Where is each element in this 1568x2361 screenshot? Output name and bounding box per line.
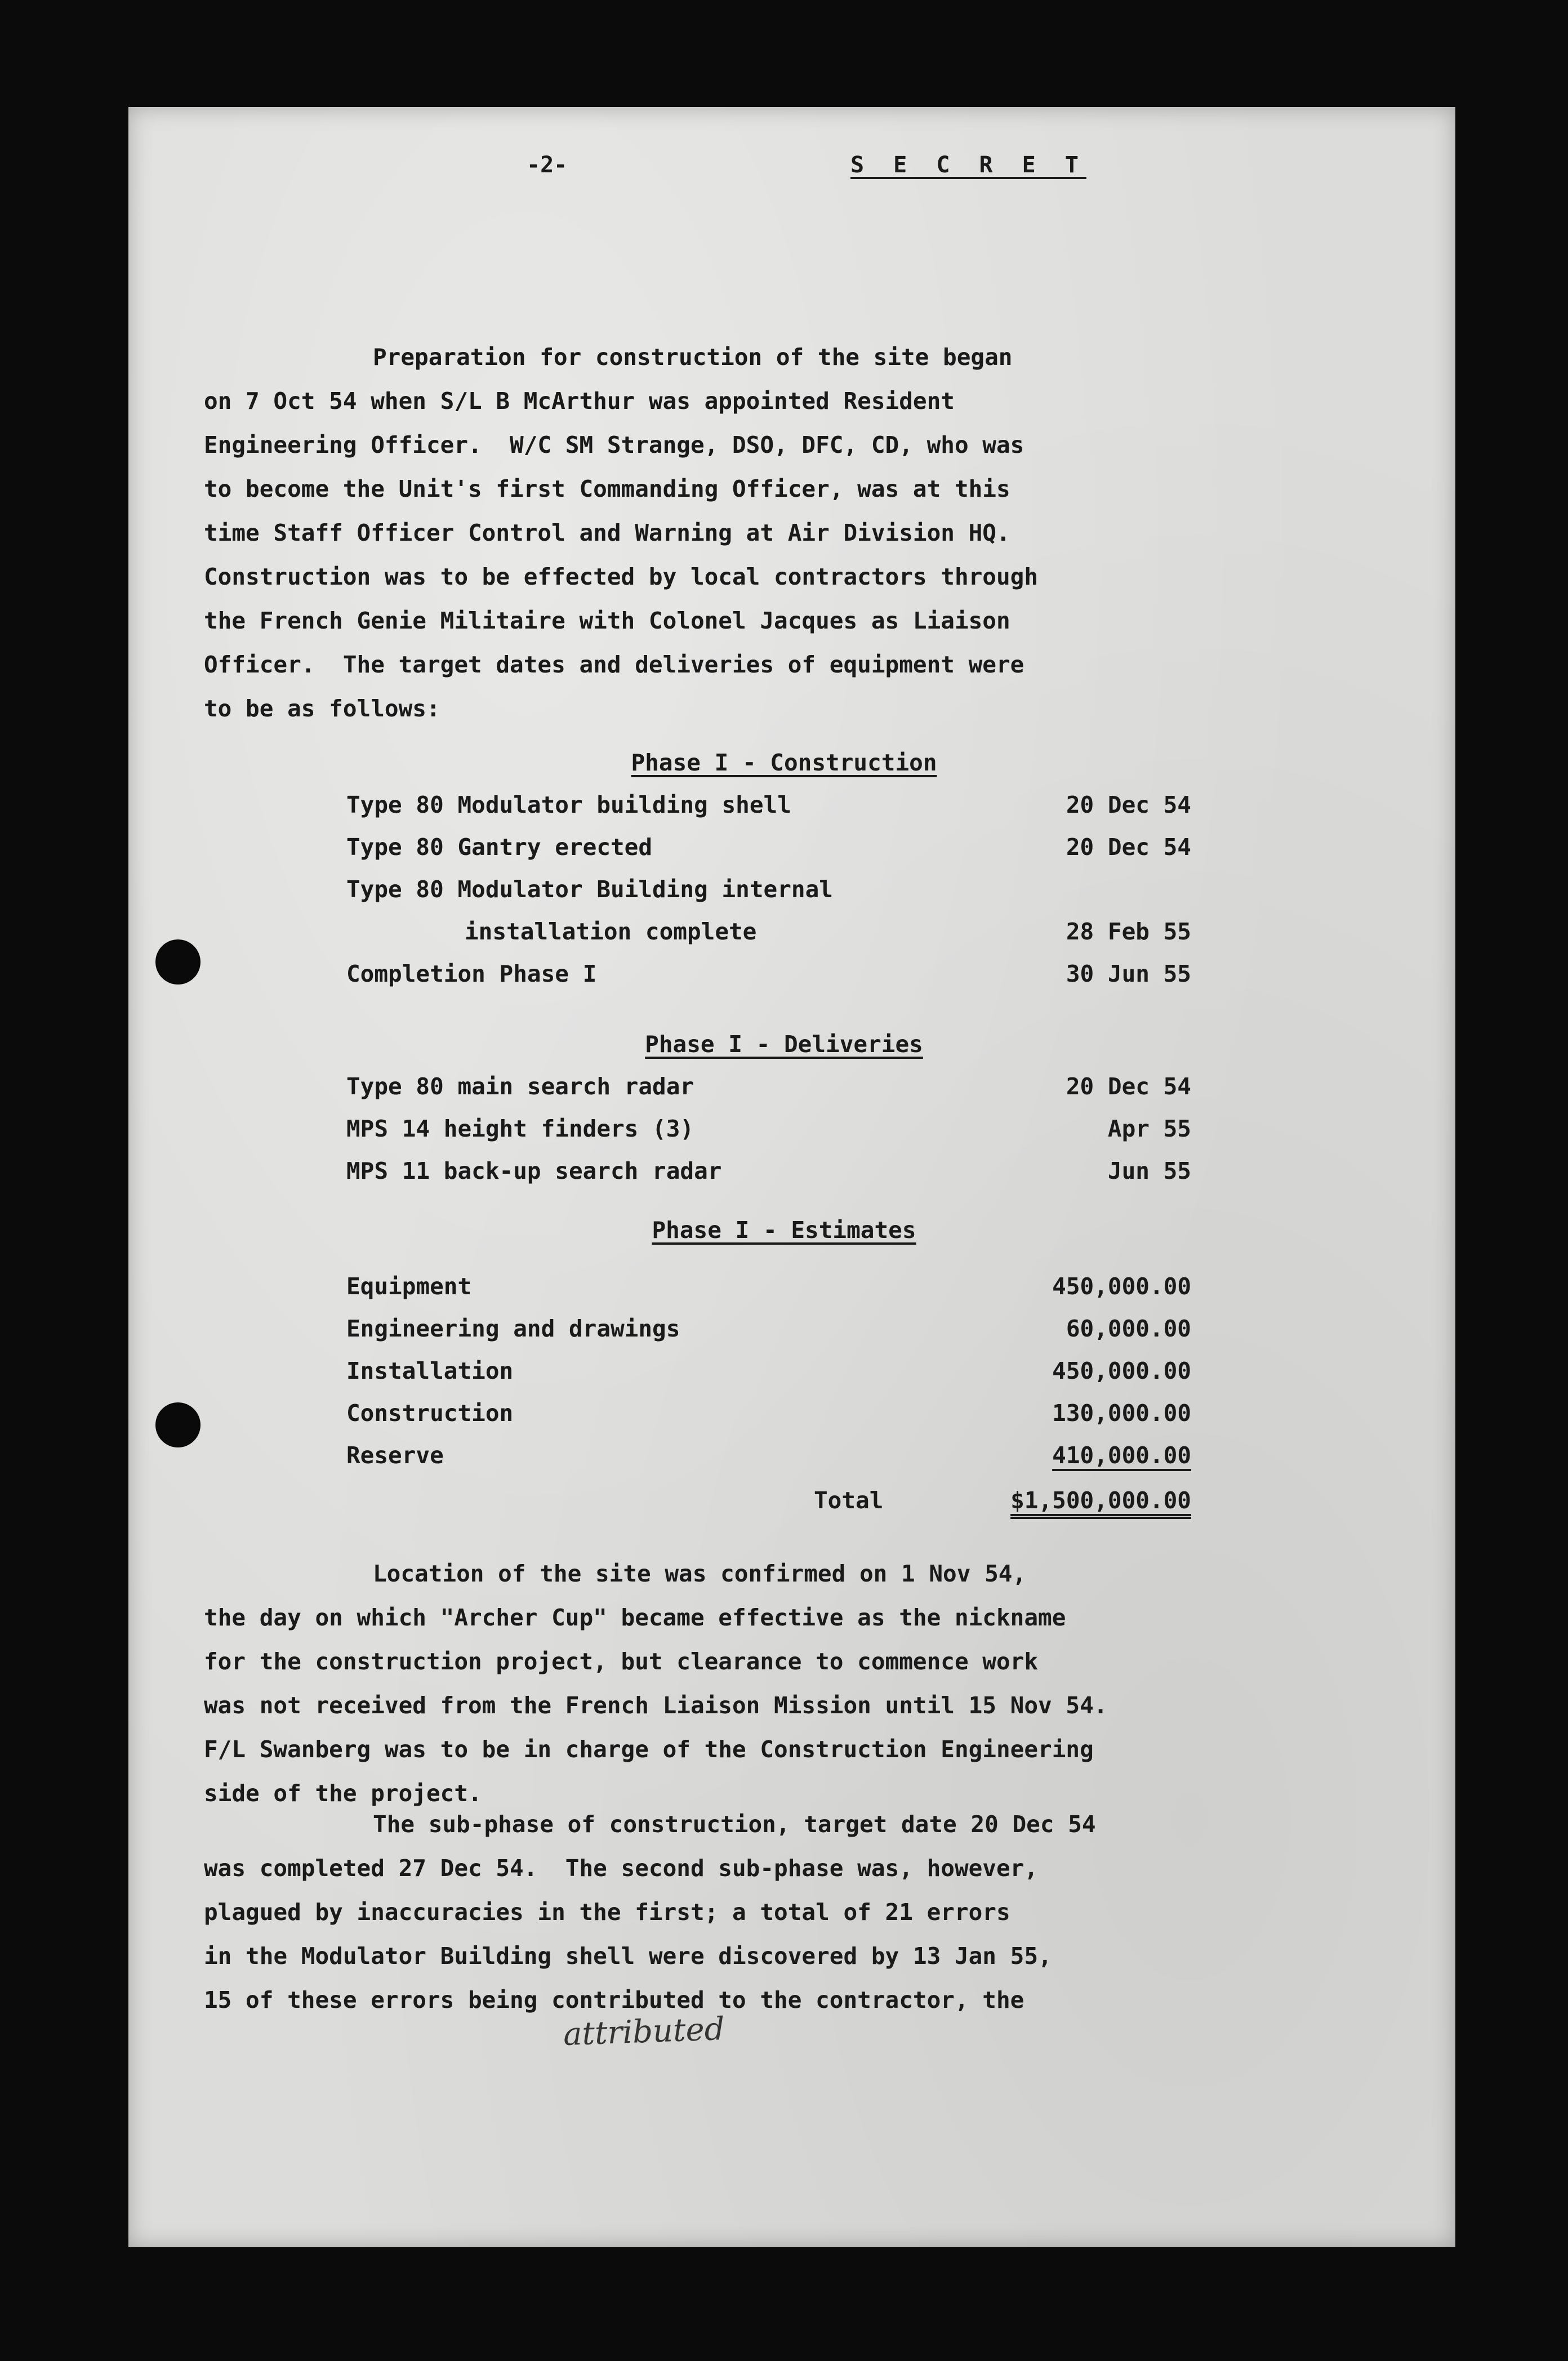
total-amount: $1,500,000.00 (1010, 1487, 1191, 1514)
classification-marking: S E C R E T (850, 152, 1086, 178)
punch-hole (155, 1402, 201, 1447)
schedule-row (346, 834, 1191, 873)
row-item: Engineering and drawings (346, 1315, 680, 1342)
row-item: Reserve (346, 1442, 444, 1469)
schedule-row (346, 791, 1191, 831)
sub-phase-paragraph (204, 1802, 1274, 2022)
row-item: MPS 11 back-up search radar (346, 1157, 722, 1184)
paragraph-line: to be as follows: (204, 695, 440, 722)
paragraph-line: plagued by inaccuracies in the first; a total of 21 errors (204, 1899, 1010, 1926)
delivery-row (346, 1115, 1191, 1155)
schedule-row (346, 876, 1191, 915)
row-amount: 410,000.00 (1052, 1442, 1191, 1469)
row-date: 30 Jun 55 (1066, 960, 1191, 987)
row-item: MPS 14 height finders (3) (346, 1115, 694, 1142)
location-paragraph (204, 1552, 1274, 1815)
row-item: installation complete (465, 918, 757, 945)
row-item: Installation (346, 1357, 514, 1384)
paragraph-line: The sub-phase of construction, target date 20 Dec 54 (373, 1811, 1096, 1838)
paragraph-line: Location of the site was confirmed on 1 Nov 54, (373, 1560, 1027, 1587)
estimate-row (346, 1273, 1191, 1312)
row-amount: 450,000.00 (1052, 1357, 1191, 1384)
paragraph-line: 15 of these errors being contributed to the contractor, the (204, 1986, 1024, 2013)
row-amount: 60,000.00 (1066, 1315, 1191, 1342)
paragraph-line: side of the project. (204, 1780, 482, 1807)
estimates-heading: Phase I - Estimates (652, 1217, 916, 1244)
estimate-row (346, 1357, 1191, 1397)
estimate-row (346, 1400, 1191, 1439)
delivery-row (346, 1157, 1191, 1197)
punch-hole (155, 939, 201, 985)
row-item: Type 80 Modulator Building internal (346, 876, 833, 903)
paragraph-line: Construction was to be effected by local contractors through (204, 563, 1039, 590)
row-date: 28 Feb 55 (1066, 918, 1191, 945)
row-item: Type 80 Gantry erected (346, 834, 653, 861)
row-item: Equipment (346, 1273, 472, 1300)
deliveries-heading: Phase I - Deliveries (645, 1031, 923, 1058)
paragraph-line: Officer. The target dates and deliveries of equipment were (204, 651, 1024, 678)
paragraph-line: Preparation for construction of the site began (373, 344, 1013, 371)
schedule-row (346, 960, 1191, 1000)
paragraph-line: to become the Unit's first Commanding Officer, was at this (204, 475, 1010, 502)
row-item: Type 80 Modulator building shell (346, 791, 791, 818)
estimate-total-row (346, 1487, 1191, 1526)
paragraph-line: in the Modulator Building shell were discovered by 13 Jan 55, (204, 1943, 1052, 1970)
paragraph-line: Engineering Officer. W/C SM Strange, DSO, DFC, CD, who was (204, 431, 1024, 458)
handwritten-correction: attributed (562, 2011, 725, 2053)
paragraph-line: for the construction project, but clearance to commence work (204, 1648, 1039, 1675)
row-date: 20 Dec 54 (1066, 834, 1191, 861)
page-number: -2- (527, 152, 568, 178)
paragraph-line: on 7 Oct 54 when S/L B McArthur was appointed Resident (204, 387, 955, 415)
page-header (0, 152, 1568, 197)
row-amount: 450,000.00 (1052, 1273, 1191, 1300)
construction-heading: Phase I - Construction (631, 749, 937, 776)
paragraph-line: time Staff Officer Control and Warning at Air Division HQ. (204, 519, 1010, 546)
paragraph-line: the French Genie Militaire with Colonel Jacques as Liaison (204, 607, 1010, 634)
row-date: 20 Dec 54 (1066, 1073, 1191, 1100)
row-date: Apr 55 (1107, 1115, 1191, 1142)
paragraph-line: F/L Swanberg was to be in charge of the Construction Engineering (204, 1736, 1094, 1763)
paragraph-line: the day on which "Archer Cup" became effective as the nickname (204, 1604, 1066, 1631)
paragraph-line: was completed 27 Dec 54. The second sub-phase was, however, (204, 1855, 1039, 1882)
row-date: 20 Dec 54 (1066, 791, 1191, 818)
paragraph-line: was not received from the French Liaison Mission until 15 Nov 54. (204, 1692, 1108, 1719)
intro-paragraph (204, 335, 1274, 730)
row-amount: 130,000.00 (1052, 1400, 1191, 1427)
total-label: Total (814, 1487, 884, 1514)
row-item: Construction (346, 1400, 514, 1427)
row-item: Completion Phase I (346, 960, 597, 987)
row-item: Type 80 main search radar (346, 1073, 694, 1100)
estimate-row (346, 1442, 1191, 1481)
delivery-row (346, 1073, 1191, 1112)
row-date: Jun 55 (1107, 1157, 1191, 1184)
schedule-row (346, 918, 1191, 957)
estimate-row (346, 1315, 1191, 1355)
